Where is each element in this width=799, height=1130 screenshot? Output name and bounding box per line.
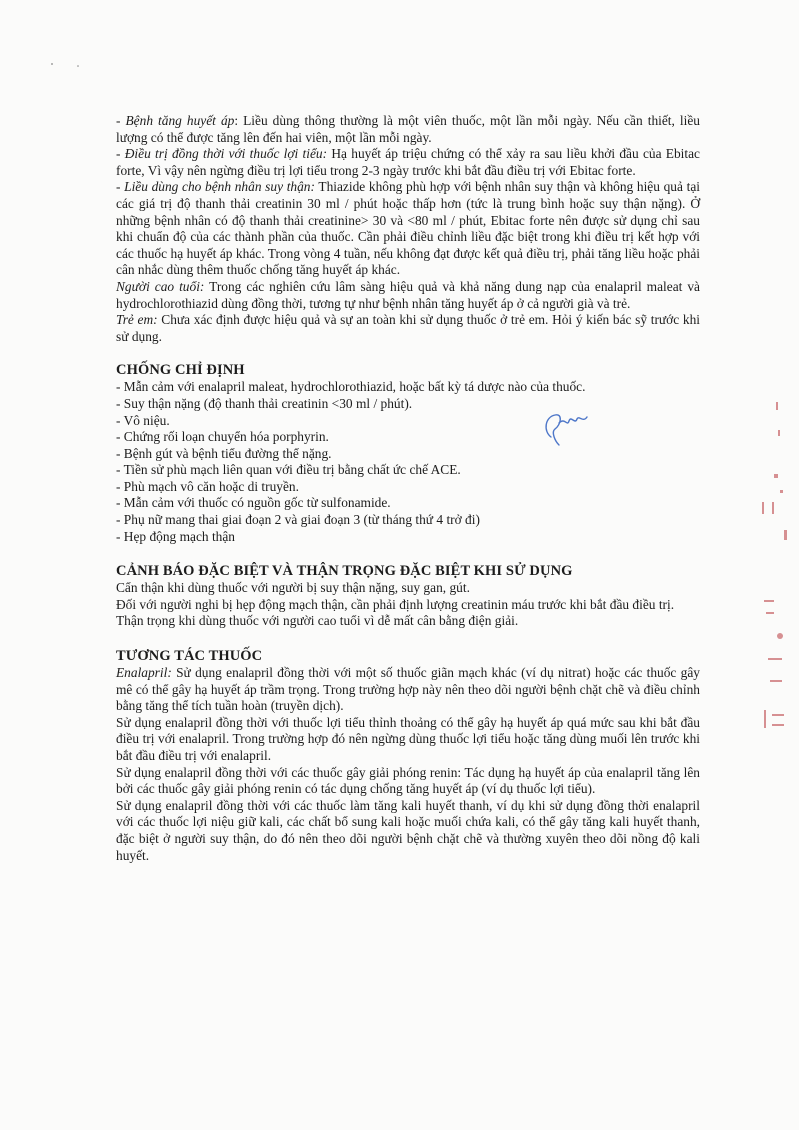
dosage-elderly xyxy=(116,279,700,312)
paragraph-lead: Trẻ em: xyxy=(116,312,158,328)
list-item: - Vô niệu. xyxy=(116,412,170,428)
interaction-paragraph xyxy=(116,715,700,765)
interaction-paragraph xyxy=(116,665,700,715)
warning-paragraph: Đối với người nghi bị hẹp động mạch thận, cần phải định lượng creatinin máu trước khi bắt đầu điều trị. xyxy=(116,596,675,612)
contraindications-heading: CHỐNG CHỈ ĐỊNH xyxy=(116,362,245,379)
stamp-fragment-icon xyxy=(758,390,794,750)
interaction-paragraph xyxy=(116,798,700,864)
handwritten-signature-icon xyxy=(537,407,597,451)
warnings-section xyxy=(116,562,700,630)
paragraph-lead: Enalapril: xyxy=(116,665,172,681)
paragraph-lead: - Điều trị đồng thời với thuốc lợi tiểu: xyxy=(116,146,328,162)
paragraph-lead: Người cao tuổi: xyxy=(116,278,205,294)
paragraph-body: Chưa xác định được hiệu quả và sự an toàn khi sử dụng thuốc ở trẻ em. Hỏi ý kiến bác sỹ trước khi sử dụng. xyxy=(116,312,700,344)
paragraph-body: Trong các nghiên cứu lâm sàng hiệu quả và khả năng dung nạp của enalapril maleat và hydrochlorothiazid dùng đồng thời, tương tự như bệnh nhân tăng huyết áp ở cả người già và trẻ. xyxy=(116,278,700,311)
paragraph-body: Sử dụng enalapril đồng thời với các thuốc làm tăng kali huyết thanh, ví dụ khi sử dụng đồng thời enalapril với các thuốc lợi niệu giữ kali, các chất bổ sung kali hoặc muối chứa kali, có thể gây tăng kali huyết thanh, đặc biệt ở người suy thận, do đó nên theo dõi người bệnh chặt chẽ và thường xuyên theo dõi nồng độ kali huyết. xyxy=(116,797,700,863)
list-item: - Tiền sử phù mạch liên quan với điều trị bằng chất ức chế ACE. xyxy=(116,462,461,478)
paragraph-body: Sử dụng enalapril đồng thời với các thuốc gây giải phóng renin: Tác dụng hạ huyết áp của enalapril tăng lên bởi các thuốc gây giải phóng renin có tác dụng chống tăng huyết áp (ví dụ thuốc lợi tiểu). xyxy=(116,764,700,797)
dosage-hypertension xyxy=(116,113,700,146)
list-item: - Chứng rối loạn chuyển hóa porphyrin. xyxy=(116,429,329,445)
interaction-paragraph xyxy=(116,765,700,798)
paragraph-lead: - Liều dùng cho bệnh nhân suy thận: xyxy=(116,179,315,195)
warning-paragraph: Cẩn thận khi dùng thuốc với người bị suy thận nặng, suy gan, gút. xyxy=(116,580,470,596)
warnings-heading: CẢNH BÁO ĐẶC BIỆT VÀ THẬN TRỌNG ĐẶC BIỆT KHI SỬ DỤNG xyxy=(116,563,573,580)
list-item: - Phụ nữ mang thai giai đoạn 2 và giai đoạn 3 (từ tháng thứ 4 trở đi) xyxy=(116,512,480,528)
paragraph-lead: - Bệnh tăng huyết áp xyxy=(116,113,235,128)
scan-artifact-dots xyxy=(30,40,100,80)
paragraph-body: Thiazide không phù hợp với bệnh nhân suy thận và không hiệu quả tại các giá trị độ thanh thải creatinin 30 ml / phút hoặc thấp hơn (tức là trung bình hoặc suy thận nặng). Ở những bệnh nhân có độ thanh thải creatinine> 30 và <80 ml / phút, Ebitac forte nên được sử dụng chỉ sau khi chuẩn độ của các thành phần của thuốc. Cần phải điều chỉnh liều đặc biệt trong khi điều trị kết hợp với các thuốc hạ huyết áp khác. Trong vòng 4 tuần, nếu không đạt được kết quả điều trị, phải tăng liều hoặc phải cân nhắc dùng thêm thuốc chống tăng huyết áp khác. xyxy=(116,179,700,278)
paragraph-body: Sử dụng enalapril đồng thời với thuốc lợi tiểu thỉnh thoảng có thể gây hạ huyết áp quá mức sau khi bắt đầu điều trị với enalapril. Trong trường hợp đó nên ngừng dùng thuốc lợi tiểu hoặc tăng dùng muối lên trước khi bắt đầu điều trị với enalapril. xyxy=(116,714,700,763)
dosage-section xyxy=(116,113,700,345)
list-item: - Bệnh gút và bệnh tiểu đường thể nặng. xyxy=(116,445,332,461)
list-item: - Hẹp động mạch thận xyxy=(116,528,235,544)
list-item: - Mẫn cảm với thuốc có nguồn gốc từ sulfonamide. xyxy=(116,495,391,511)
paragraph-body: Hạ huyết áp triệu chứng có thể xảy ra sau liều khởi đầu của Ebitac forte, Vì vậy nên ngừng điều trị lợi tiểu trong 2-3 ngày trước khi bắt đầu điều trị với Ebitac forte. xyxy=(116,146,700,178)
contraindications-section xyxy=(116,361,700,545)
interactions-section xyxy=(116,647,700,864)
list-item: - Mẫn cảm với enalapril maleat, hydrochlorothiazid, hoặc bất kỳ tá dược nào của thuốc. xyxy=(116,379,586,395)
dosage-renal xyxy=(116,179,700,279)
warning-paragraph: Thận trọng khi dùng thuốc với người cao tuổi vì dễ mất cân bằng điện giải. xyxy=(116,613,519,629)
document-body xyxy=(116,113,700,864)
list-item: - Phù mạch vô căn hoặc di truyền. xyxy=(116,478,299,494)
paragraph-body: : Liều dùng thông thường là một viên thuốc, một lần mỗi ngày. Nếu cần thiết, liều lượng có thể được tăng lên đến hai viên, một lần mỗi ngày. xyxy=(116,113,700,145)
list-item: - Suy thận nặng (độ thanh thải creatinin <30 ml / phút). xyxy=(116,395,413,411)
paragraph-body: Sử dụng enalapril đồng thời với một số thuốc giãn mạch khác (ví dụ nitrat) hoặc các thuốc gây mê có thể gây hạ huyết áp trầm trọng. Trong trường hợp này nên theo dõi người bệnh chặt chẽ và điều chỉnh bằng tăng thể tích tuần hoàn (truyền dịch). xyxy=(116,665,700,714)
dosage-children xyxy=(116,312,700,345)
interactions-heading: TƯƠNG TÁC THUỐC xyxy=(116,648,263,665)
dosage-diuretic xyxy=(116,146,700,179)
